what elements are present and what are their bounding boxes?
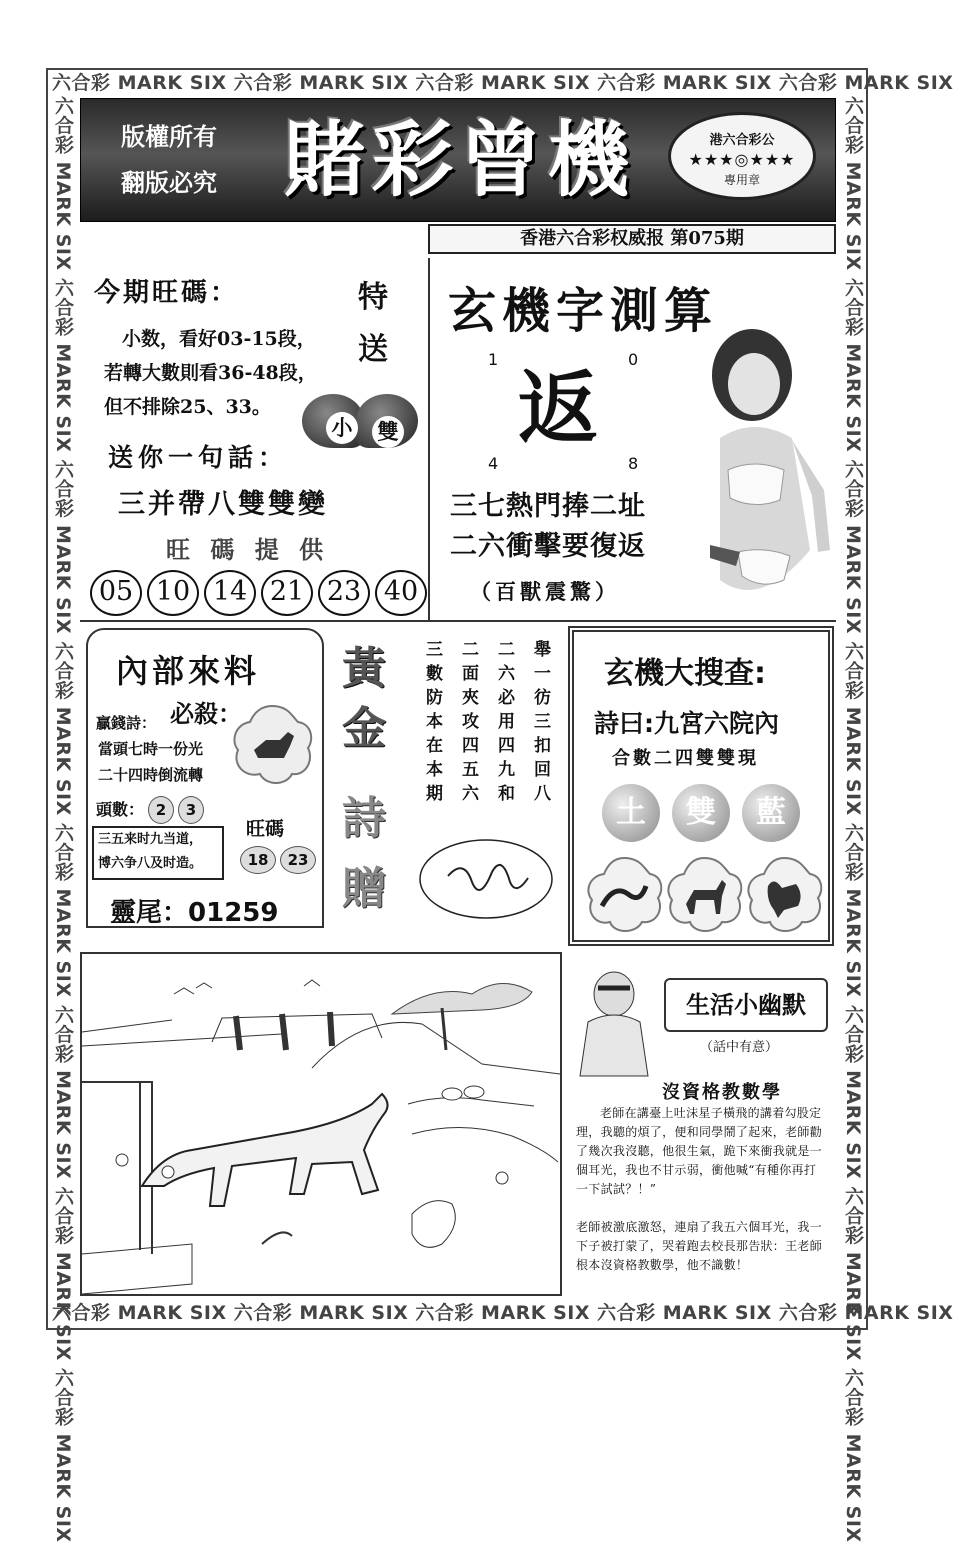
wang-label: 旺碼 bbox=[246, 818, 285, 840]
poem-line-2: 二十四時倒流轉 bbox=[98, 766, 204, 784]
lucky-number: 21 bbox=[261, 570, 313, 616]
mystic-title: 玄機字測算 bbox=[448, 283, 719, 339]
story-title: 沒資格教數學 bbox=[662, 1082, 782, 1103]
mystic-number-bl: 4 bbox=[488, 454, 499, 473]
lucky-number: 23 bbox=[318, 570, 370, 616]
phrase-label: 送你一句話： bbox=[108, 443, 289, 472]
search-ball: 土 bbox=[602, 784, 660, 842]
tail-row bbox=[110, 892, 278, 929]
copyright-line-2: 翻版必究 bbox=[121, 169, 217, 197]
special-char-1: 特 bbox=[358, 280, 388, 315]
copyright-line-1: 版權所有 bbox=[121, 123, 217, 151]
lucky-heading: 今期旺碼： bbox=[94, 278, 240, 308]
gold-label-2: 金 bbox=[342, 703, 386, 754]
mystic-number-br: 8 bbox=[628, 454, 639, 473]
masthead-title: 賭彩曾機 bbox=[283, 112, 636, 208]
rooster-icon bbox=[748, 858, 821, 931]
mystic-line-1: 三七熱門捧二址 bbox=[450, 491, 646, 522]
humor-title: 生活小幽默 bbox=[664, 978, 828, 1032]
gold-label-4: 贈 bbox=[342, 863, 386, 914]
lucky-numbers-section bbox=[80, 258, 432, 620]
signature-seal bbox=[418, 838, 554, 920]
gold-poem-col-4: 舉一彷三扣回八 bbox=[530, 640, 550, 808]
search-poem-text: 九宮六院內 bbox=[654, 709, 780, 738]
mark-six-strip-bottom: 六合彩 MARK SIX 六合彩 MARK SIX 六合彩 MARK SIX 六合彩 MARK SIX 六合彩 MARK SIX bbox=[52, 1302, 953, 1324]
head-number: 2 bbox=[148, 796, 174, 824]
story-paragraph-2: 老師被激底激怒，連扇了我五六個耳光，我一下子被打蒙了，哭着跑去校長那告狀：王老師根本沒資格教數學，他不識數！ bbox=[576, 1220, 823, 1272]
lucky-number-row bbox=[90, 570, 430, 616]
zodiac-icons-row bbox=[584, 854, 824, 938]
small-double-badge bbox=[302, 386, 420, 456]
gold-poem-col-3: 二六必用四九和 bbox=[494, 640, 514, 808]
leopard-landscape-illustration bbox=[82, 954, 560, 1294]
search-ball: 雙 bbox=[672, 784, 730, 842]
seal-stars: ★★★◎★★★ bbox=[688, 150, 796, 169]
gold-label-1: 黃 bbox=[342, 643, 386, 694]
tail-value: 01259 bbox=[188, 898, 279, 928]
phrase: 三并帶八雙雙變 bbox=[118, 489, 328, 520]
badge-double: 雙 bbox=[372, 416, 404, 448]
poem-box-line-2: 博六争八及时造。 bbox=[98, 856, 203, 871]
mystic-number-tl: 1 bbox=[488, 350, 499, 369]
company-seal bbox=[668, 112, 816, 200]
tail-label: 靈尾： bbox=[110, 898, 189, 928]
head-label: 頭數： bbox=[96, 800, 145, 819]
lucky-line-2: 若轉大數則看36-48段， bbox=[104, 362, 317, 384]
seal-top-text: 港六合彩公 bbox=[709, 133, 775, 148]
lucky-number: 05 bbox=[90, 570, 142, 616]
wang-number: 23 bbox=[280, 846, 316, 874]
seal-bottom-text: 專用章 bbox=[723, 173, 760, 187]
gold-poem-col-2: 二面夾攻四五六 bbox=[458, 640, 478, 808]
badge-small: 小 bbox=[326, 412, 358, 444]
goat-icon bbox=[668, 858, 741, 931]
search-title: 玄機大搜查: bbox=[604, 656, 766, 691]
search-poem-label: 詩曰: bbox=[594, 709, 654, 738]
poem-box bbox=[92, 826, 224, 880]
poem-line-1: 當頭七時一份光 bbox=[98, 740, 204, 758]
humor-subtitle: （話中有意） bbox=[700, 1040, 779, 1055]
kill-label: 必殺： bbox=[170, 699, 242, 728]
search-ball: 藍 bbox=[742, 784, 800, 842]
lucky-line-3: 但不排除25、33。 bbox=[104, 396, 271, 418]
mystic-line-2: 二六衝擊要復返 bbox=[450, 531, 646, 562]
lucky-number: 10 bbox=[147, 570, 199, 616]
lucky-number: 40 bbox=[375, 570, 427, 616]
old-sage-figure bbox=[578, 968, 650, 1078]
lucky-line-1: 小数，看好03-15段， bbox=[122, 328, 316, 350]
issue-bar: 香港六合彩权威报 第075期 bbox=[428, 224, 836, 254]
search-poem bbox=[594, 704, 779, 740]
poem-label: 贏錢詩： bbox=[96, 714, 157, 732]
search-line-2: 合數二四雙雙現 bbox=[612, 748, 759, 769]
gold-poem-col-1: 三數防本在本期 bbox=[422, 640, 442, 808]
row-divider bbox=[80, 620, 836, 622]
head-number: 3 bbox=[178, 796, 204, 824]
poem-box-line-1: 三五来时九当道， bbox=[98, 832, 203, 847]
lucky-number: 14 bbox=[204, 570, 256, 616]
mystic-number-tr: 0 bbox=[628, 350, 639, 369]
dragon-icon bbox=[588, 858, 661, 931]
mystic-note: （百獸震驚） bbox=[470, 579, 620, 604]
story-paragraph-1: 老師在講臺上吐沫星子橫飛的講着勾股定理，我聽的煩了，便和同學鬧了起來，老師勸了幾次我沒聽，他很生氣，跪下來衝我就是一個耳光，我也不甘示弱，衝他喊“有種你再打一下試試？！” bbox=[576, 1106, 823, 1196]
dog-zodiac-icon bbox=[228, 702, 316, 786]
mark-six-strip-left: 六合彩 MARK SIX 六合彩 MARK SIX 六合彩 MARK SIX 六合彩 MARK SIX 六合彩 MARK SIX 六合彩 MARK SIX 六合彩 MARK SIX 六合彩 MARK SIX bbox=[52, 96, 74, 1543]
inside-title: 內部來料 bbox=[116, 652, 261, 690]
wang-number-row bbox=[236, 846, 316, 874]
model-photo bbox=[680, 320, 836, 620]
mystic-character: 返 bbox=[518, 361, 598, 455]
provider-label: 旺 碼 提 供 bbox=[166, 535, 330, 564]
wang-number: 18 bbox=[240, 846, 276, 874]
gold-label-3: 詩 bbox=[342, 793, 386, 844]
special-char-2: 送 bbox=[358, 332, 388, 367]
mark-six-strip-top: 六合彩 MARK SIX 六合彩 MARK SIX 六合彩 MARK SIX 六合彩 MARK SIX 六合彩 MARK SIX bbox=[52, 72, 953, 94]
head-number-row bbox=[96, 796, 204, 824]
mark-six-strip-right: 六合彩 MARK SIX 六合彩 MARK SIX 六合彩 MARK SIX 六合彩 MARK SIX 六合彩 MARK SIX 六合彩 MARK SIX 六合彩 MARK SIX 六合彩 MARK SIX bbox=[842, 96, 864, 1543]
copyright-notice bbox=[94, 114, 244, 206]
